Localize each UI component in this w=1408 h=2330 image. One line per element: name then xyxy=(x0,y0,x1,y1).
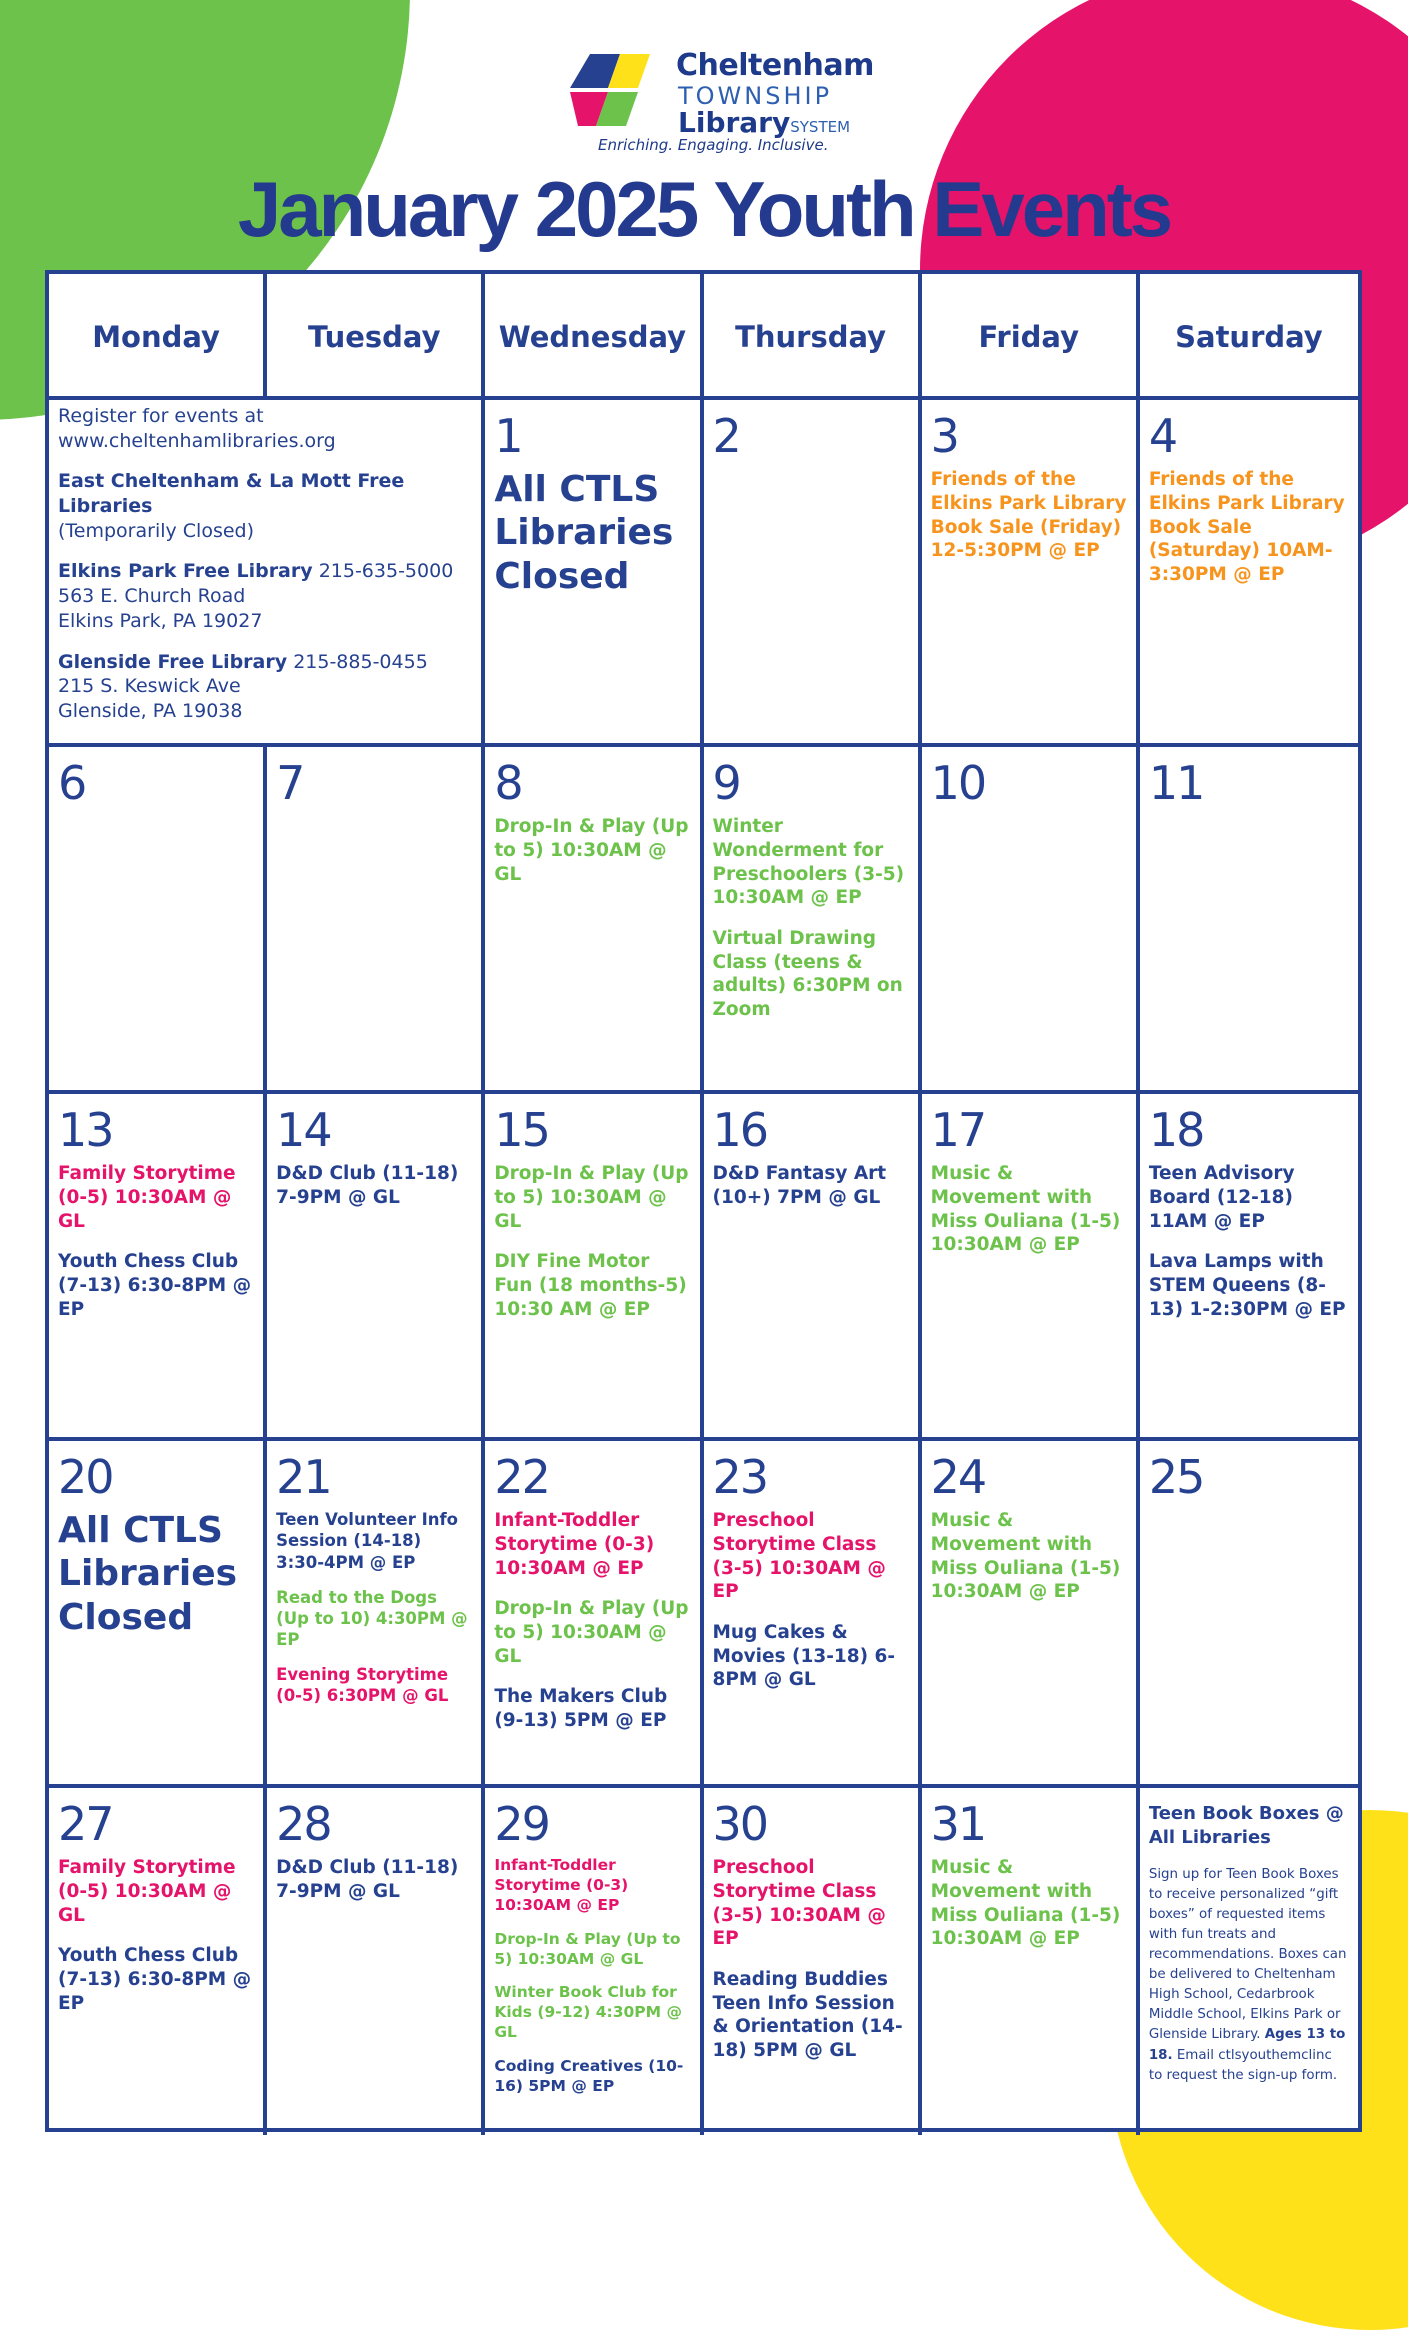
day-number: 3 xyxy=(930,409,958,463)
day-number: 27 xyxy=(58,1797,113,1851)
day-cell-10 xyxy=(922,747,1140,1094)
event: Music & Movement with Miss Ouliana (1-5) 10:30AM @ EP xyxy=(930,1857,1121,1950)
branch-phone: 215-635-5000 xyxy=(318,560,454,583)
event: Drop-In & Play (Up to 5) 10:30AM @ GL xyxy=(494,1163,689,1232)
day-number: 10 xyxy=(930,756,986,810)
event: Drop-In & Play (Up to 5) 10:30AM @ GL xyxy=(494,1598,689,1667)
day-number: 25 xyxy=(1148,1450,1204,1504)
register-text: Register for events at www.cheltenhamlibraries.org xyxy=(58,405,336,452)
event: D&D Fantasy Art (10+) 7PM @ GL xyxy=(712,1163,887,1208)
day-number: 15 xyxy=(494,1103,549,1157)
event: Music & Movement with Miss Ouliana (1-5) 10:30AM @ EP xyxy=(930,1510,1121,1603)
day-cell-20 xyxy=(49,1441,267,1788)
day-cell-2 xyxy=(704,400,922,747)
day-header-wednesday: Wednesday xyxy=(485,274,703,400)
day-number: 1 xyxy=(494,409,522,463)
branch-address-line: 563 E. Church Road xyxy=(58,585,246,608)
teen-book-boxes-description: Sign up for Teen Book Boxes to receive personalized “gift boxes” of requested items with fun treats and recommendations. Boxes can be delivered to Cheltenham High School, Cedarbrook Middle School, Elkins Park or Glenside Library. xyxy=(1148,1866,1347,2043)
branch-name: Elkins Park Free Library xyxy=(58,560,313,583)
day-cell-24 xyxy=(922,1441,1140,1788)
event: Preschool Storytime Class (3-5) 10:30AM @ EP xyxy=(712,1510,886,1603)
day-cell-13 xyxy=(49,1094,267,1441)
day-number: 13 xyxy=(58,1103,113,1157)
day-cell-3 xyxy=(922,400,1140,747)
logo-system-text: SYSTEM xyxy=(790,118,851,136)
day-number: 31 xyxy=(930,1797,986,1851)
day-header-tuesday: Tuesday xyxy=(267,274,485,400)
day-header-saturday: Saturday xyxy=(1140,274,1358,400)
branch-note: (Temporarily Closed) xyxy=(58,519,255,542)
event: DIY Fine Motor Fun (18 months-5) 10:30 AM @ EP xyxy=(494,1251,687,1320)
day-cell-25 xyxy=(1140,1441,1358,1788)
logo-wordmark-cheltenham: Cheltenham xyxy=(676,48,874,83)
event: Mug Cakes & Movies (13-18) 6-8PM @ GL xyxy=(712,1621,896,1691)
branch-address-line: 215 S. Keswick Ave xyxy=(58,675,241,698)
teen-book-boxes-box xyxy=(1140,1788,1358,2135)
day-cell-9 xyxy=(704,747,922,1094)
day-number: 6 xyxy=(58,756,86,810)
event: Infant-Toddler Storytime (0-3) 10:30AM @ EP xyxy=(494,1510,655,1579)
day-header-friday: Friday xyxy=(922,274,1140,400)
event: D&D Club (11-18) 7-9PM @ GL xyxy=(276,1857,459,1902)
day-cell-28 xyxy=(267,1788,485,2135)
event: Coding Creatives (10-16) 5PM @ EP xyxy=(494,2056,684,2095)
branch-name: East Cheltenham & La Mott Free Libraries xyxy=(58,470,405,518)
logo-wordmark-library xyxy=(678,106,850,139)
teen-book-boxes-email-note: Email ctlsyouthemclinc to request the sign-up form. xyxy=(1148,2047,1338,2083)
branch-address-line: Elkins Park, PA 19027 xyxy=(58,609,263,632)
day-number: 28 xyxy=(276,1797,331,1851)
event: Teen Volunteer Info Session (14-18) 3:30-4PM @ EP xyxy=(276,1510,458,1572)
day-cell-1 xyxy=(485,400,703,747)
day-cell-21 xyxy=(267,1441,485,1788)
day-number: 20 xyxy=(58,1450,113,1504)
day-number: 30 xyxy=(712,1797,768,1851)
day-number: 29 xyxy=(494,1797,549,1851)
logo-tagline: Enriching. Engaging. Inclusive. xyxy=(598,136,829,154)
day-cell-17 xyxy=(922,1094,1140,1441)
branch-phone: 215-885-0455 xyxy=(293,650,428,673)
event: Drop-In & Play (Up to 5) 10:30AM @ GL xyxy=(494,816,689,885)
event: D&D Club (11-18) 7-9PM @ GL xyxy=(276,1163,459,1208)
day-cell-8 xyxy=(485,747,703,1094)
day-number: 21 xyxy=(276,1450,331,1504)
branch-elkins-park xyxy=(58,559,472,633)
library-logo-mark-icon xyxy=(568,52,674,128)
day-number: 18 xyxy=(1148,1103,1204,1157)
event: The Makers Club (9-13) 5PM @ EP xyxy=(494,1686,668,1731)
day-cell-11 xyxy=(1140,747,1358,1094)
day-number: 2 xyxy=(712,409,740,463)
day-cell-14 xyxy=(267,1094,485,1441)
day-cell-4 xyxy=(1140,400,1358,747)
event: Family Storytime (0-5) 10:30AM @ GL xyxy=(58,1163,236,1232)
day-number: 9 xyxy=(712,756,740,810)
closed-notice: All CTLS Libraries Closed xyxy=(58,1510,238,1638)
calendar-grid xyxy=(45,270,1362,2132)
event: Infant-Toddler Storytime (0-3) 10:30AM @ EP xyxy=(494,1856,629,1914)
day-cell-29 xyxy=(485,1788,703,2135)
branch-name: Glenside Free Library xyxy=(58,650,288,673)
logo-library-text: Library xyxy=(678,106,791,139)
day-cell-27 xyxy=(49,1788,267,2135)
closed-notice: All CTLS Libraries Closed xyxy=(494,469,674,597)
day-header-monday: Monday xyxy=(49,274,267,400)
library-logo xyxy=(568,48,874,158)
branch-address-line: Glenside, PA 19038 xyxy=(58,699,243,722)
day-header-thursday: Thursday xyxy=(704,274,922,400)
day-cell-30 xyxy=(704,1788,922,2135)
branch-east-cheltenham xyxy=(58,469,472,543)
day-number: 8 xyxy=(494,756,522,810)
library-info-box xyxy=(49,400,485,747)
day-cell-16 xyxy=(704,1094,922,1441)
teen-book-boxes-text xyxy=(1149,1865,1349,2086)
event: Friends of the Elkins Park Library Book Sale (Saturday) 10AM-3:30PM @ EP xyxy=(1148,469,1345,585)
event: Virtual Drawing Class (teens & adults) 6:30PM on Zoom xyxy=(712,927,903,1020)
logo-wordmark-township: TOWNSHIP xyxy=(678,82,833,110)
event: Lava Lamps with STEM Queens (8-13) 1-2:30PM @ EP xyxy=(1148,1251,1346,1320)
event: Youth Chess Club (7-13) 6:30-8PM @ EP xyxy=(58,1251,252,1320)
day-number: 14 xyxy=(276,1103,331,1157)
day-cell-7 xyxy=(267,747,485,1094)
day-cell-31 xyxy=(922,1788,1140,2135)
event: Music & Movement with Miss Ouliana (1-5) 10:30AM @ EP xyxy=(930,1163,1121,1256)
teen-book-boxes-ages: Ages 13 to 18. xyxy=(1148,2027,1346,2063)
day-number: 4 xyxy=(1148,409,1177,463)
event: Reading Buddies Teen Info Session & Orientation (14-18) 5PM @ GL xyxy=(712,1968,903,2061)
day-number: 11 xyxy=(1148,756,1204,810)
day-cell-15 xyxy=(485,1094,703,1441)
day-number: 17 xyxy=(930,1103,986,1157)
day-number: 16 xyxy=(712,1103,768,1157)
event: Family Storytime (0-5) 10:30AM @ GL xyxy=(58,1857,236,1926)
day-number: 22 xyxy=(494,1450,549,1504)
event: Winter Book Club for Kids (9-12) 4:30PM @ GL xyxy=(494,1983,682,2042)
day-number: 23 xyxy=(712,1450,768,1504)
branch-glenside xyxy=(58,650,472,724)
day-number: 7 xyxy=(276,756,304,810)
teen-book-boxes-title: Teen Book Boxes @ All Libraries xyxy=(1148,1803,1344,1849)
day-cell-6 xyxy=(49,747,267,1094)
day-cell-23 xyxy=(704,1441,922,1788)
page-title: January 2025 Youth Events xyxy=(237,165,1171,253)
event: Drop-In & Play (Up to 5) 10:30AM @ GL xyxy=(494,1929,681,1968)
event: Youth Chess Club (7-13) 6:30-8PM @ EP xyxy=(58,1945,252,2014)
event: Evening Storytime (0-5) 6:30PM @ GL xyxy=(276,1664,449,1706)
event: Read to the Dogs (Up to 10) 4:30PM @ EP xyxy=(276,1587,468,1649)
day-number: 24 xyxy=(930,1450,986,1504)
event: Winter Wonderment for Preschoolers (3-5) 10:30AM @ EP xyxy=(712,816,905,909)
day-cell-22 xyxy=(485,1441,703,1788)
event: Teen Advisory Board (12-18) 11AM @ EP xyxy=(1148,1163,1295,1232)
event: Preschool Storytime Class (3-5) 10:30AM @ EP xyxy=(712,1857,886,1950)
day-cell-18 xyxy=(1140,1094,1358,1441)
event: Friends of the Elkins Park Library Book Sale (Friday) 12-5:30PM @ EP xyxy=(930,469,1127,562)
